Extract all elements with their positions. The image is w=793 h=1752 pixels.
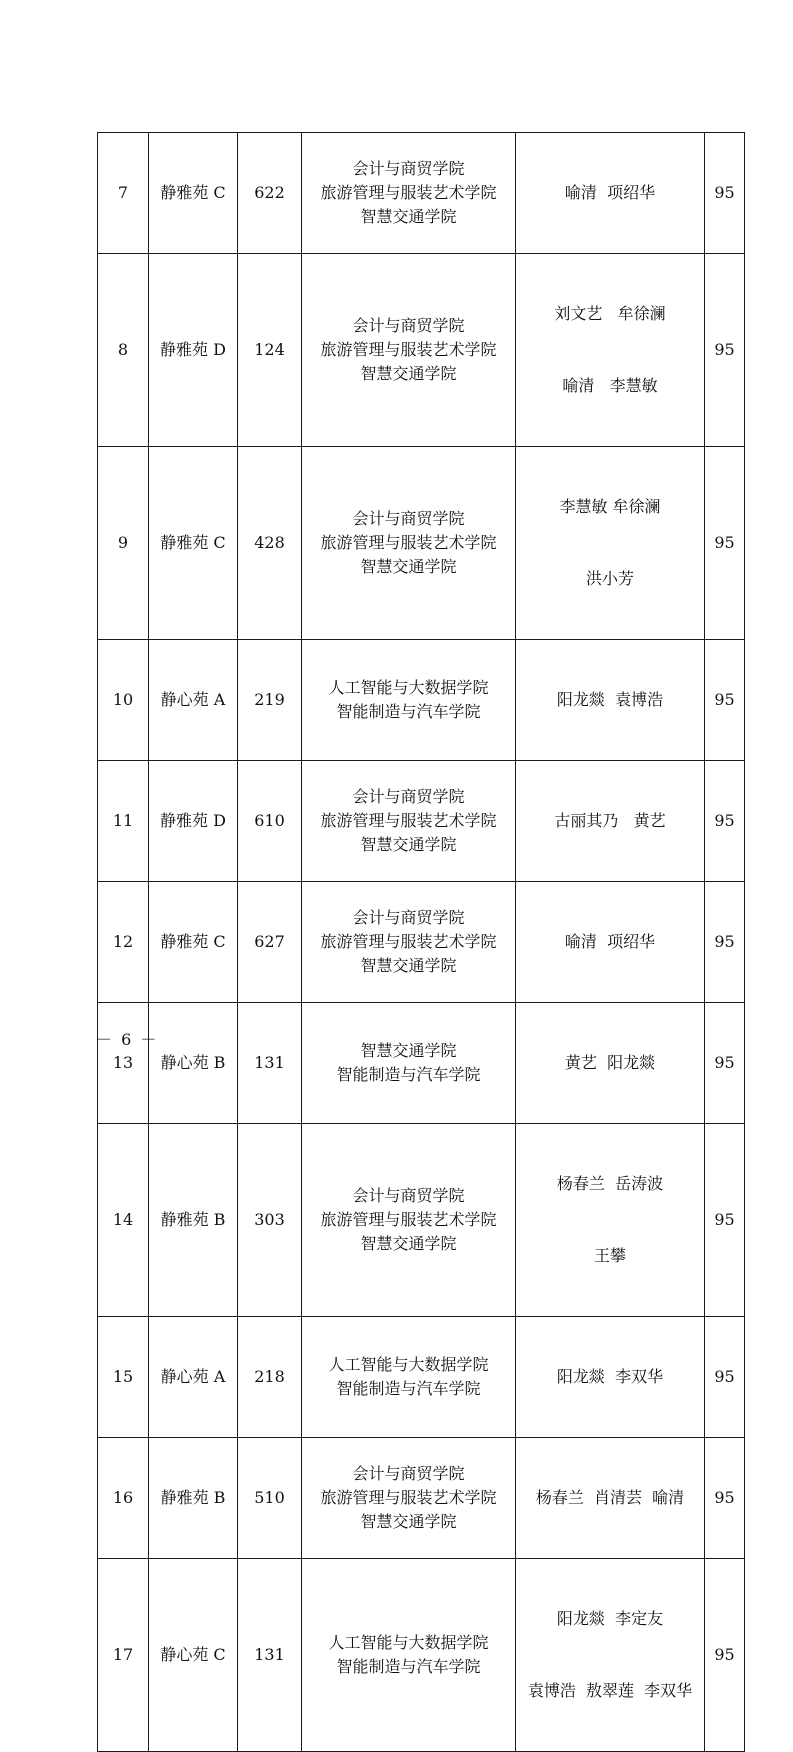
cell-building: 静雅苑 B — [149, 1438, 238, 1559]
staff-names: 阳龙燚 李双华 — [556, 1367, 664, 1386]
cell-building: 静心苑 A — [149, 640, 238, 761]
cell-staff — [516, 447, 705, 640]
cell-staff — [516, 882, 705, 1003]
college-name: 会计与商贸学院 — [352, 787, 465, 806]
table-row — [98, 1124, 745, 1317]
college-name: 旅游管理与服装艺术学院 — [320, 932, 497, 951]
college-name: 旅游管理与服装艺术学院 — [320, 533, 497, 552]
college-name: 人工智能与大数据学院 — [328, 1633, 489, 1652]
cell-building: 静雅苑 D — [149, 254, 238, 447]
cell-score: 95 — [705, 1317, 745, 1438]
cell-colleges — [302, 1124, 516, 1317]
staff-names: 喻清 项绍华 — [564, 183, 656, 202]
cell-score: 95 — [705, 254, 745, 447]
cell-room: 610 — [238, 761, 302, 882]
cell-score: 95 — [705, 1438, 745, 1559]
cell-no: 13 — [98, 1003, 149, 1124]
cell-staff — [516, 254, 705, 447]
staff-names: 古丽其乃 黄艺 — [554, 811, 666, 830]
page-number: － 6 － — [96, 1030, 159, 1049]
cell-staff — [516, 1124, 705, 1317]
cell-room: 303 — [238, 1124, 302, 1317]
table-body — [98, 133, 745, 1752]
table-row — [98, 882, 745, 1003]
college-name: 旅游管理与服装艺术学院 — [320, 183, 497, 202]
college-name: 智慧交通学院 — [360, 1234, 457, 1253]
table-row — [98, 1438, 745, 1559]
cell-no: 9 — [98, 447, 149, 640]
cell-colleges — [302, 1559, 516, 1752]
college-name: 旅游管理与服装艺术学院 — [320, 811, 497, 830]
cell-staff — [516, 133, 705, 254]
staff-names: 喻清 项绍华 — [564, 932, 656, 951]
cell-colleges — [302, 761, 516, 882]
college-name: 会计与商贸学院 — [352, 159, 465, 178]
staff-names: 洪小芳 — [585, 569, 634, 588]
college-name: 智能制造与汽车学院 — [336, 702, 481, 721]
cell-staff — [516, 1438, 705, 1559]
staff-names: 喻清 李慧敏 — [562, 376, 658, 395]
college-name: 智慧交通学院 — [360, 1512, 457, 1531]
cell-score: 95 — [705, 640, 745, 761]
cell-building: 静心苑 A — [149, 1317, 238, 1438]
table-row — [98, 133, 745, 254]
cell-building: 静心苑 C — [149, 1559, 238, 1752]
cell-score: 95 — [705, 1003, 745, 1124]
cell-colleges — [302, 1003, 516, 1124]
staff-names: 刘文艺 牟徐澜 — [554, 304, 666, 323]
cell-no: 16 — [98, 1438, 149, 1559]
cell-no: 17 — [98, 1559, 149, 1752]
staff-names: 阳龙燚 李定友 — [556, 1609, 664, 1628]
cell-no: 14 — [98, 1124, 149, 1317]
college-name: 旅游管理与服装艺术学院 — [320, 1488, 497, 1507]
college-name: 会计与商贸学院 — [352, 1186, 465, 1205]
cell-staff — [516, 761, 705, 882]
cell-building: 静雅苑 C — [149, 447, 238, 640]
cell-staff — [516, 640, 705, 761]
cell-room: 124 — [238, 254, 302, 447]
cell-building: 静雅苑 C — [149, 882, 238, 1003]
college-name: 智能制造与汽车学院 — [336, 1065, 481, 1084]
cell-no: 12 — [98, 882, 149, 1003]
staff-names: 王攀 — [593, 1246, 626, 1265]
staff-names: 杨春兰 肖清芸 喻清 — [535, 1488, 685, 1507]
cell-score: 95 — [705, 447, 745, 640]
cell-room: 218 — [238, 1317, 302, 1438]
cell-score: 95 — [705, 882, 745, 1003]
college-name: 人工智能与大数据学院 — [328, 678, 489, 697]
college-name: 智慧交通学院 — [360, 1041, 457, 1060]
dormitory-score-table — [97, 132, 745, 1752]
cell-colleges — [302, 1317, 516, 1438]
college-name: 会计与商贸学院 — [352, 1464, 465, 1483]
cell-no: 7 — [98, 133, 149, 254]
staff-names: 李慧敏 牟徐澜 — [559, 497, 661, 516]
cell-score: 95 — [705, 761, 745, 882]
cell-staff — [516, 1317, 705, 1438]
cell-building: 静心苑 B — [149, 1003, 238, 1124]
table-row — [98, 1317, 745, 1438]
cell-room: 219 — [238, 640, 302, 761]
college-name: 智能制造与汽车学院 — [336, 1657, 481, 1676]
cell-no: 8 — [98, 254, 149, 447]
cell-colleges — [302, 133, 516, 254]
cell-no: 11 — [98, 761, 149, 882]
table-row — [98, 761, 745, 882]
cell-no: 15 — [98, 1317, 149, 1438]
table-row — [98, 640, 745, 761]
table-row — [98, 1003, 745, 1124]
college-name: 智能制造与汽车学院 — [336, 1379, 481, 1398]
staff-names: 阳龙燚 袁博浩 — [556, 690, 664, 709]
cell-building: 静雅苑 C — [149, 133, 238, 254]
cell-room: 622 — [238, 133, 302, 254]
cell-score: 95 — [705, 1124, 745, 1317]
staff-names: 杨春兰 岳涛波 — [556, 1174, 664, 1193]
cell-score: 95 — [705, 133, 745, 254]
college-name: 会计与商贸学院 — [352, 509, 465, 528]
college-name: 智慧交通学院 — [360, 207, 457, 226]
staff-names: 黄艺 阳龙燚 — [564, 1053, 656, 1072]
college-name: 人工智能与大数据学院 — [328, 1355, 489, 1374]
college-name: 旅游管理与服装艺术学院 — [320, 340, 497, 359]
college-name: 智慧交通学院 — [360, 557, 457, 576]
cell-score: 95 — [705, 1559, 745, 1752]
cell-room: 131 — [238, 1559, 302, 1752]
cell-colleges — [302, 1438, 516, 1559]
cell-room: 131 — [238, 1003, 302, 1124]
cell-colleges — [302, 882, 516, 1003]
cell-colleges — [302, 254, 516, 447]
cell-staff — [516, 1003, 705, 1124]
college-name: 会计与商贸学院 — [352, 908, 465, 927]
college-name: 智慧交通学院 — [360, 956, 457, 975]
cell-room: 510 — [238, 1438, 302, 1559]
cell-room: 428 — [238, 447, 302, 640]
cell-colleges — [302, 640, 516, 761]
college-name: 智慧交通学院 — [360, 835, 457, 854]
cell-room: 627 — [238, 882, 302, 1003]
staff-names: 袁博浩 敖翠莲 李双华 — [527, 1681, 693, 1700]
cell-colleges — [302, 447, 516, 640]
college-name: 旅游管理与服装艺术学院 — [320, 1210, 497, 1229]
table-row — [98, 254, 745, 447]
cell-no: 10 — [98, 640, 149, 761]
cell-building: 静雅苑 D — [149, 761, 238, 882]
college-name: 会计与商贸学院 — [352, 316, 465, 335]
college-name: 智慧交通学院 — [360, 364, 457, 383]
cell-building: 静雅苑 B — [149, 1124, 238, 1317]
table-row — [98, 1559, 745, 1752]
table-row — [98, 447, 745, 640]
cell-staff — [516, 1559, 705, 1752]
